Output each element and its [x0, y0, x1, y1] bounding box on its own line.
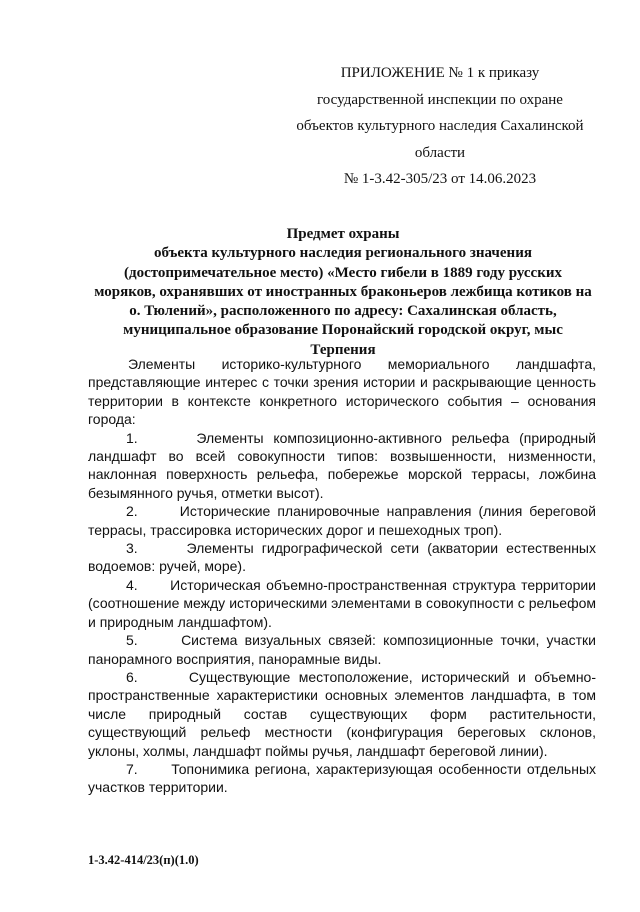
item-text: Система визуальных связей: композиционные точки, участки панорамного восприятия, панорамные виды.	[88, 632, 596, 667]
appendix-line-1: ПРИЛОЖЕНИЕ № 1 к приказу	[340, 65, 540, 81]
appendix-line-4: области	[414, 144, 466, 161]
item-number: 1.	[126, 429, 138, 446]
title-line-5: о. Тюлений», расположенного по адресу: Сахалинская область,	[129, 303, 557, 320]
item-text: Исторические планировочные направления (линия береговой террасы, трассировка исторических дорог и пешеходных троп).	[88, 503, 596, 538]
document-title	[86, 225, 600, 360]
list-item-4	[88, 576, 596, 631]
list-item-5	[88, 631, 596, 668]
title-line-4: моряков, охранявших от иностранных браконьеров лежбища котиков на	[94, 283, 592, 300]
item-text: Топонимика региона, характеризующая особенности отдельных участков территории.	[88, 760, 597, 796]
item-number: 3.	[126, 540, 138, 557]
appendix-header	[290, 60, 590, 193]
title-line-3: (достопримечательное место) «Место гибели в 1889 году русских	[124, 264, 562, 281]
item-text: Существующие местоположение, исторический и объемно-пространственные характеристики основных элементов ландшафта, в том числе природный состав существующих форм растительности, существующий рельеф местности (конфигурация береговых склонов, уклоны, холмы, ландшафт поймы ручья, ландшафт береговой линии).	[88, 668, 596, 759]
document-body	[88, 355, 596, 797]
item-number: 2.	[126, 503, 138, 520]
appendix-line-2: государственной инспекции по охране	[317, 91, 563, 108]
item-text: Элементы композиционно-активного рельефа (природный ландшафт во всей совокупности типов: возвышенности, низменности, наклонная поверхность рельефа, побережье морской террасы, ложбина безымянного ручья, отметки высот).	[88, 429, 596, 501]
item-text: Историческая объемно-пространственная структура территории (соотношение между историческими элементами в совокупности с рельефом и природным ландшафтом).	[88, 576, 596, 630]
item-number: 4.	[126, 576, 138, 593]
document-code: 1-3.42-414/23(п)(1.0)	[88, 853, 199, 867]
title-line-1: Предмет охраны	[286, 226, 400, 242]
appendix-line-5: № 1-3.42-305/23 от 14.06.2023	[343, 171, 537, 187]
title-line-6: муниципальное образование Поронайский городской округ, мыс	[123, 322, 563, 339]
list-item-3	[88, 539, 596, 576]
title-line-7: Терпения	[310, 341, 376, 358]
item-text: Элементы гидрографической сети (акватории естественных водоемов: ручей, море).	[88, 540, 596, 575]
list-item-1	[88, 429, 596, 503]
intro-paragraph: Элементы историко-культурного мемориального ландшафта, представляющие интерес с точки зрения истории и раскрывающие ценность территории в контексте конкретного исторического события – основания города:	[88, 356, 596, 428]
title-line-2: объекта культурного наследия регионального значения	[154, 245, 532, 262]
appendix-line-3: объектов культурного наследия Сахалинской	[296, 118, 584, 134]
list-item-2	[88, 502, 596, 539]
list-item-7	[88, 760, 596, 797]
item-number: 7.	[126, 760, 138, 777]
item-number: 6.	[126, 668, 138, 685]
item-number: 5.	[126, 632, 138, 649]
list-item-6	[88, 668, 596, 760]
